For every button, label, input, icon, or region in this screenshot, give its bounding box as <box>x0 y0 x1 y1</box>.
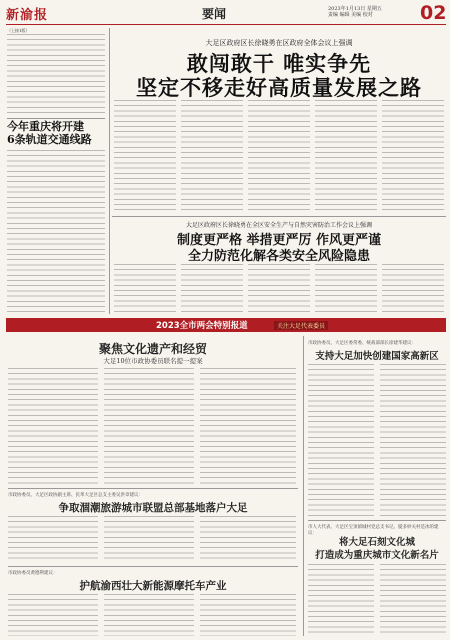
second-body-col-2 <box>181 264 243 314</box>
section-b-body-col-2 <box>104 516 194 562</box>
divider <box>8 488 298 489</box>
left-headline-line-1: 今年重庆将开建 <box>7 120 84 133</box>
section-a-body-col-2 <box>104 368 194 484</box>
lead-body-col-5 <box>382 100 444 212</box>
section-c-body-col-2 <box>104 594 194 636</box>
second-body-col-1 <box>114 264 176 314</box>
special-report-banner <box>6 318 446 332</box>
lead-body-col-4 <box>315 100 377 212</box>
right-a-title: 支持大足加快创建国家高新区 <box>315 351 439 362</box>
second-kicker: 大足区政府区长徐晓勇在全区安全生产与自然灾害防治工作会议上强调 <box>185 222 372 229</box>
right-b-title-1: 将大足石刻文化城 <box>338 537 415 548</box>
lead-body-col-1 <box>114 100 176 212</box>
second-body-col-4 <box>315 264 377 314</box>
section-b-body-col-3 <box>200 516 296 562</box>
lead-kicker: 大足区政府区长徐晓勇在区政府全体会议上强调 <box>205 39 353 47</box>
right-b-title-2: 打造成为重庆城市文化新名片 <box>315 550 439 561</box>
column-divider <box>109 28 110 314</box>
newspaper-logo: 新渝报 <box>6 8 49 23</box>
section-a-title: 聚焦文化遗产和经贸 <box>98 342 207 356</box>
lead-headline-2: 坚定不移走好高质量发展之路 <box>136 76 422 100</box>
section-b-body-col-1 <box>8 516 98 562</box>
lead-body-col-3 <box>248 100 310 212</box>
left-headline-line-2: 6条轨道交通线路 <box>7 133 92 146</box>
banner-title: 2023全市两会特别报道 <box>156 321 248 331</box>
continued-label: （上接1版） <box>7 28 30 33</box>
section-a-body-col-3 <box>200 368 296 484</box>
section-c-title: 护航渝西壮大新能源摩托车产业 <box>79 580 227 592</box>
divider <box>308 520 446 521</box>
page-number: 02 <box>420 2 447 24</box>
right-b-kicker: 市人大代表、大足区宝顶镇城村党总支书记、厦多妙关村是冰的建议： <box>308 525 439 536</box>
section-b-title: 争取涸潮旅游城市联盟总部基地落户大足 <box>58 502 248 514</box>
column-divider <box>303 336 304 636</box>
right-b-body-col-2 <box>380 564 446 636</box>
right-b-body-col-1 <box>308 564 374 636</box>
left-body-text-2 <box>7 150 105 312</box>
banner-subtitle: 关注大足代表委员 <box>274 321 328 330</box>
second-body-col-5 <box>382 264 444 314</box>
left-body-text-1 <box>7 34 105 114</box>
section-c-body-col-1 <box>8 594 98 636</box>
section-a-subtitle: 大足10位市政协委员联名提一提案 <box>103 357 203 365</box>
divider <box>8 566 298 567</box>
section-c-body-col-3 <box>200 594 296 636</box>
right-a-kicker: 市政协委员、大足区委常委、统战部部长徐建华建议： <box>308 341 416 346</box>
date-line <box>328 6 418 18</box>
editor-credits: 责编 编辑 美编 校对 <box>328 12 373 18</box>
divider <box>7 118 105 119</box>
second-headline-1: 制度更严格 举措更严厉 作风更严谨 <box>176 233 382 248</box>
lead-headline-1: 敢闯敢干 唯实争先 <box>186 52 372 76</box>
divider <box>112 216 446 217</box>
right-a-body-col-2 <box>380 364 446 516</box>
section-a-body-col-1 <box>8 368 98 484</box>
section-c-kicker: 市政协委员黄德利建议： <box>8 571 58 576</box>
section-name: 要闻 <box>202 7 227 21</box>
masthead <box>6 4 446 25</box>
section-b-kicker: 市政协委员、大足区政协副主席、民革大足区总支主委吴洪章建议： <box>8 493 143 498</box>
right-a-body-col-1 <box>308 364 374 516</box>
second-headline-2: 全力防范化解各类安全风险隐患 <box>187 249 370 264</box>
left-story-headline <box>7 120 107 146</box>
date-text: 2023年1月13日 星期五 <box>328 6 382 12</box>
lead-body-col-2 <box>181 100 243 212</box>
second-body-col-3 <box>248 264 310 314</box>
